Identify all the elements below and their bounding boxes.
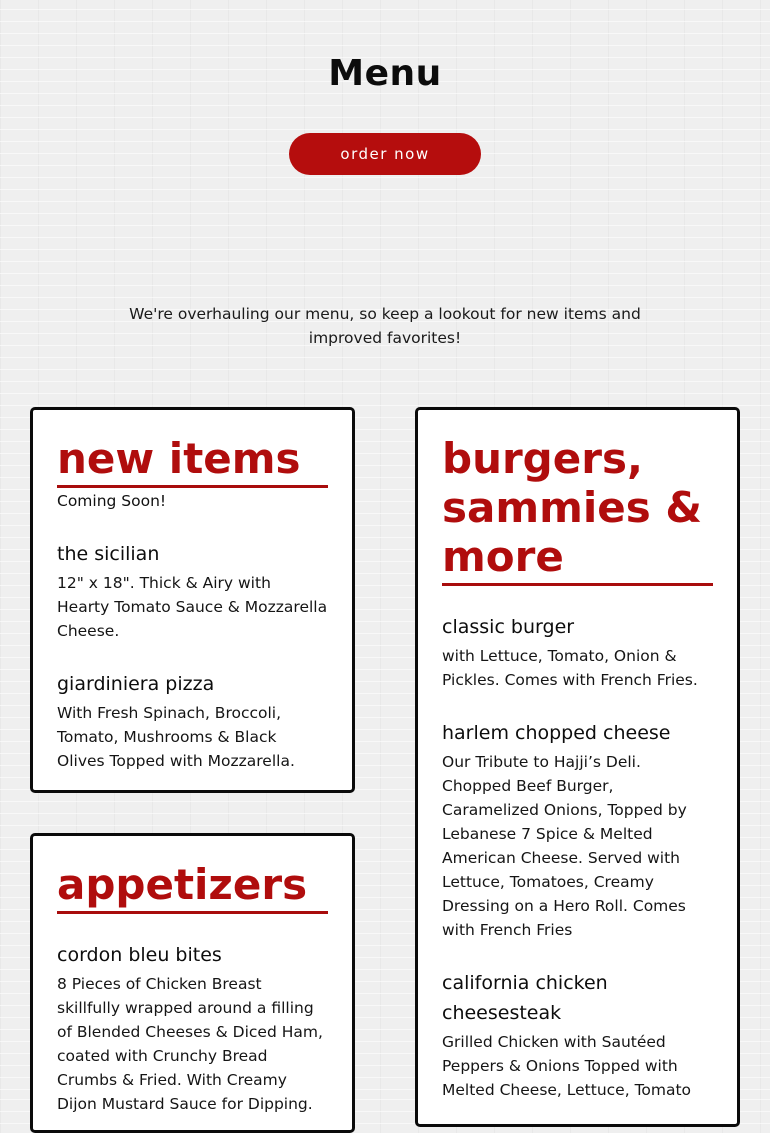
menu-item-name: classic burger: [442, 616, 575, 638]
menu-item-description: 8 Pieces of Chicken Breast skillfully wrapped around a filling of Blended Cheeses & Diced Ham, coated with Crunchy Bread Crumbs & Fried. With Creamy Dijon Mustard Sauce for Dipping.: [57, 975, 323, 1113]
new-items-heading: new items: [57, 434, 328, 488]
menu-item-name: the sicilian: [57, 543, 160, 565]
menu-notice: We're overhauling our menu, so keep a lookout for new items and improved favorites!: [129, 305, 641, 347]
menu-item-description: With Fresh Spinach, Broccoli, Tomato, Mushrooms & Black Olives Topped with Mozzarella.: [57, 704, 295, 770]
menu-item-name: cordon bleu bites: [57, 944, 222, 966]
menu-item: [442, 718, 713, 942]
appetizers-heading: appetizers: [57, 860, 328, 914]
menu-item: [57, 669, 328, 773]
menu-item-description: with Lettuce, Tomato, Onion & Pickles. Comes with French Fries.: [442, 647, 698, 689]
menu-item-description: Our Tribute to Hajji’s Deli. Chopped Beef Burger, Caramelized Onions, Topped by Lebanese 7 Spice & Melted American Cheese. Served with Lettuce, Tomatoes, Creamy Dressing on a Hero Roll. Comes with French Fries: [442, 753, 687, 939]
burgers-card: [415, 407, 740, 1127]
page-title: Menu: [328, 53, 442, 94]
menu-item-name: harlem chopped cheese: [442, 722, 671, 744]
menu-item-description: Grilled Chicken with Sautéed Peppers & Onions Topped with Melted Cheese, Lettuce, Tomato: [442, 1033, 692, 1099]
menu-item-name: giardiniera pizza: [57, 673, 215, 695]
new-items-card: [30, 407, 355, 793]
menu-item: [442, 968, 713, 1102]
coming-soon-label: Coming Soon!: [57, 492, 167, 510]
menu-item-description: 12" x 18". Thick & Airy with Hearty Tomato Sauce & Mozzarella Cheese.: [57, 574, 328, 640]
menu-item: [442, 612, 713, 692]
appetizers-card: [30, 833, 355, 1133]
order-now-button[interactable]: order now: [289, 133, 481, 175]
menu-item: [57, 539, 328, 643]
burgers-heading: burgers, sammies & more: [442, 434, 713, 586]
menu-item-name: california chicken cheesesteak: [442, 972, 608, 1024]
